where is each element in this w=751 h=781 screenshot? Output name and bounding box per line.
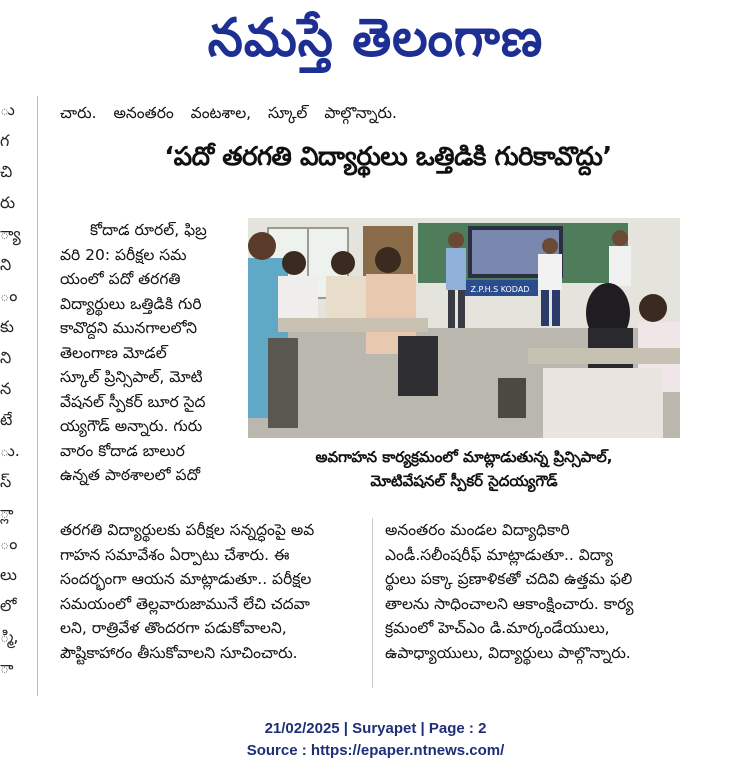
edge-fragment: చి [0,162,13,181]
article-column-2 [60,518,362,665]
edge-fragment: న [0,379,12,398]
edge-fragment: రు [0,193,16,212]
edge-fragment: గ [0,131,10,150]
article-line: క్రమంలో హెచ్ఎం డి.మార్కండేయులు, [385,619,610,637]
article-column-1 [60,218,238,488]
edition-info: 21/02/2025 | Suryapet | Page : 2 [264,720,487,737]
article-line: ఉపాధ్యాయులు, విద్యార్థులు పాల్గొన్నారు. [385,643,631,662]
photo-caption [248,445,680,493]
column-divider [37,96,38,696]
article-column-3 [385,518,687,665]
edge-fragment: స్ [0,472,12,491]
article-line: పౌష్టికాహారం తీసుకోవాలని సూచించారు. [60,643,298,662]
article-line: ఉన్నత పాఠశాలలో పదో [60,466,201,484]
caption-line-1: అవగాహన కార్యక్రమంలో మాట్లాడుతున్న ప్రిన్సిపాల్, [315,448,613,466]
article-line: లని, రాత్రివేళ తొందరగా పడుకోవాలని, [60,619,287,637]
article-line: ఎండీ.సలీంషరీఫ్ మాట్లాడుతూ.. విద్యా [385,545,614,564]
edge-fragment: ్మి, [0,627,19,646]
article-line: వరి 20: పరీక్షల సమ [60,245,187,264]
article-line: సమయంలో తెల్లవారుజామునే లేచి చదవా [60,594,310,613]
edge-fragment: టే [0,410,13,429]
article-line: వారం కోదాడ బాలుర [60,441,185,460]
edge-fragment: ని [0,255,12,274]
edge-fragment: లో [0,596,17,615]
classroom-photo-illustration [248,218,680,438]
edge-fragment: ు. [0,441,20,460]
article-headline: ‘పదో తరగతి విద్యార్థులు ఒత్తిడికి గురికావొద్దు’ [164,142,612,172]
adjacent-column-edge [0,100,21,700]
article-line: కావొద్దని మునగాలలోని [60,319,198,337]
edge-fragment: ం [0,534,18,553]
column-separator [372,518,373,688]
edge-fragment: ్లా [0,503,14,522]
source-url[interactable]: Source : https://epaper.ntnews.com/ [246,742,505,759]
article-line: గాహన సమావేశం ఏర్పాటు చేశారు. ఈ [60,545,290,564]
article-line: తెలంగాణ మోడల్ [60,343,167,362]
article-line: అనంతరం మండల విద్యాధికారి [385,521,570,539]
article-line: విద్యార్థులు ఒత్తిడికి గురి [60,294,202,313]
article-line: తాలను సాధించాలని ఆకాంక్షించారు. కార్య [385,594,634,613]
edge-fragment: కు [0,317,14,336]
page-footer [0,718,751,762]
newspaper-masthead: నమస్తే తెలంగాణ [207,6,544,69]
previous-article-last-line: చారు. అనంతరం వంటశాల, స్కూల్ పాల్గొన్నారు. [60,104,397,122]
article-line: స్కూల్ ప్రిన్సిపాల్, మోటి [60,368,203,386]
caption-line-2: మోటివేషనల్ స్పీకర్ సైదయ్యగౌడ్ [370,472,558,490]
edge-fragment: ా [0,658,14,677]
edge-fragment: లు [0,565,17,584]
article-line: తరగతి విద్యార్థులకు పరీక్షల సన్నద్ధంపై అవ [60,521,315,539]
edge-fragment: ్యా [0,224,21,243]
article-line: వేషనల్ స్పీకర్ బూర సైద [60,392,206,411]
article-line: కోదాడ రూరల్, ఫిబ్ర [90,221,207,239]
article-line: యంలో పదో తరగతి [60,270,181,288]
article-photo [248,218,680,438]
article-line: సందర్భంగా ఆయన మాట్లాడుతూ.. పరీక్షల [60,570,312,588]
edge-fragment: ం [0,286,18,305]
article-line: ర్థులు పక్కా ప్రణాళికతో చదివి ఉత్తమ ఫలి [385,570,633,588]
banner-text: Z.P.H.S KODAD [470,285,530,294]
edge-fragment: ని [0,348,12,367]
article-line: య్యగౌడ్ అన్నారు. గురు [60,417,203,435]
edge-fragment: ు [0,100,15,119]
